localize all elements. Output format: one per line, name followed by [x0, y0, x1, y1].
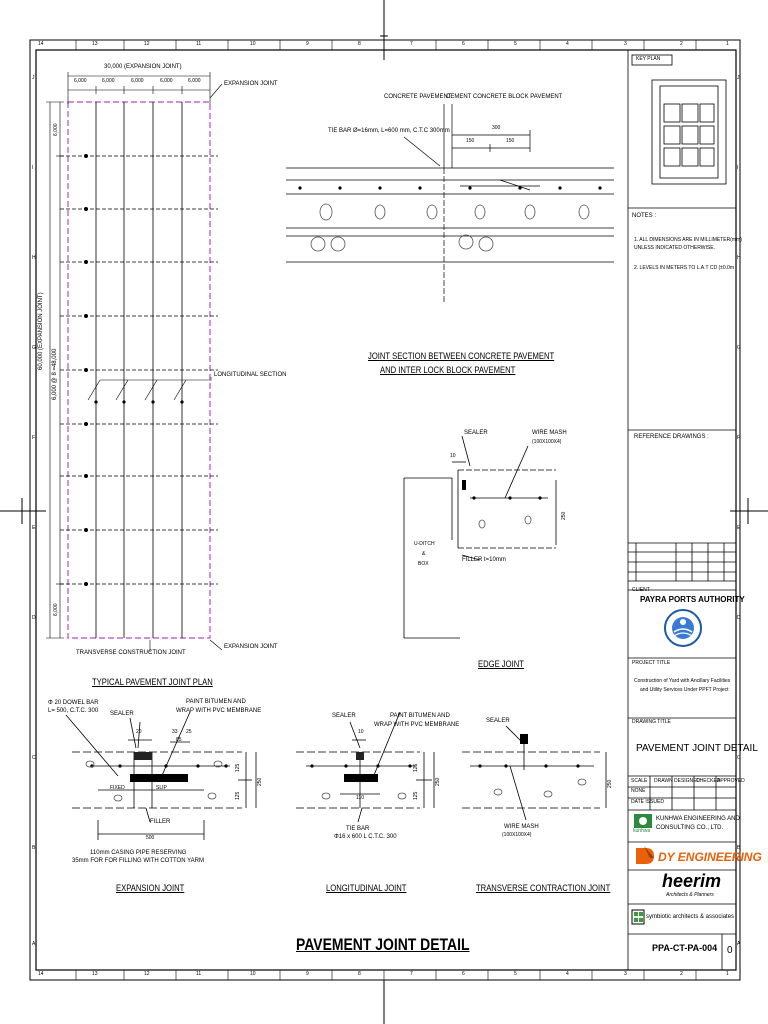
- long-tie-bar-1: TIE BAR: [346, 826, 370, 832]
- row-letter: H: [32, 255, 36, 261]
- side-dim-text: 60,000 (EXPANSION JOINT): [38, 292, 44, 370]
- col-number: 1: [726, 41, 729, 47]
- row-letter: I: [737, 165, 739, 171]
- transverse-joint-figure: [462, 726, 606, 820]
- row-letter: G: [32, 345, 36, 351]
- section-dim-150b: 150: [506, 138, 515, 144]
- col-number: 4: [566, 41, 569, 47]
- col-number: 11: [196, 971, 202, 977]
- row-letter: E: [737, 525, 741, 531]
- exp-filler-label: FILLER: [150, 819, 171, 825]
- exp-paint-2: WRAP WITH PVC MEMBRANE: [176, 708, 262, 714]
- plan-title: TYPICAL PAVEMENT JOINT PLAN: [92, 677, 213, 687]
- edge-filler-label: FILLER t=10mm: [462, 557, 506, 563]
- section-dim-150a: 150: [466, 138, 475, 144]
- key-plan-label: KEY PLAN: [636, 56, 661, 62]
- note-2: 2. LEVELS IN METERS TO L.A.T CD (±0.0m: [634, 265, 734, 271]
- slip-label: SLIP: [156, 785, 167, 791]
- row-letter: J: [737, 75, 740, 81]
- kunhwa-name-1: KUNHWA ENGINEERING AND: [656, 816, 740, 822]
- long-paint-2: WRAP WITH PVC MEMBRANE: [374, 722, 460, 728]
- symbiotic-name: symbiotic architects & associates: [646, 914, 735, 920]
- note-1a: 1. ALL DIMENSIONS ARE IN MILLIMETER(mm): [634, 237, 742, 243]
- long-dim-125b-text: 125: [413, 791, 419, 800]
- edge-joint-figure: [404, 436, 556, 638]
- row-letter: I: [32, 165, 34, 171]
- expansion-joint-label-bottom: EXPANSION JOINT: [224, 644, 278, 650]
- row-letter: C: [32, 755, 36, 761]
- plan-sub-dim: 6,000: [160, 78, 173, 84]
- col-number: 2: [680, 41, 683, 47]
- date-issued-label: DATE ISSUED: [631, 799, 664, 805]
- exp-dim-85: 85: [176, 737, 182, 743]
- row-letter: A: [32, 941, 36, 947]
- col-number: 14: [38, 971, 44, 977]
- drawing-number: PPA-CT-PA-004: [652, 943, 718, 953]
- row-letter: H: [737, 255, 741, 261]
- payra-ports-seal: [665, 610, 701, 646]
- expansion-joint-title: EXPANSION JOINT: [116, 883, 185, 893]
- joint-section-figure: [286, 104, 614, 304]
- trans-dim-250: [608, 780, 613, 788]
- row-letter: C: [737, 755, 741, 761]
- expansion-sealer-label: SEALER: [110, 711, 134, 717]
- col-number: 5: [514, 971, 517, 977]
- fixed-label: FIXED: [110, 785, 125, 791]
- edge-dim-10: 10: [450, 453, 456, 459]
- plan-side-top: [54, 123, 59, 136]
- uditch-line3: BOX: [418, 561, 429, 567]
- exp-dim-250-text: 250: [257, 777, 263, 786]
- symbiotic-logo: [632, 910, 644, 924]
- row-letter: E: [32, 525, 36, 531]
- exp-dim-33: 33: [172, 729, 178, 735]
- col-number: 7: [410, 971, 413, 977]
- tie-bar-label: TIE BAR Ø=16mm, L=600 mm, C.T.C 300mm: [328, 128, 450, 134]
- long-tie-bar-2: Φ16 x 600 L C.T.C. 300: [334, 834, 397, 840]
- kunhwa-name-2: CONSULTING CO., LTD.: [656, 825, 724, 831]
- edge-joint-title: EDGE JOINT: [478, 659, 524, 669]
- drawn-label: DRAWN: [654, 778, 673, 784]
- drawing-title-label: DRAWING TITLE: [632, 719, 671, 725]
- plan-side-dimension-inner: [52, 349, 58, 400]
- block-pavement-label: CEMENT CONCRETE BLOCK PAVEMENT: [446, 94, 563, 100]
- drawing-title: PAVEMENT JOINT DETAIL: [636, 743, 758, 754]
- plan-sub-dim: 6,000: [131, 78, 144, 84]
- edge-sealer-label: SEALER: [464, 430, 488, 436]
- transverse-construction-label: TRANSVERSE CONSTRUCTION JOINT: [76, 650, 186, 656]
- plan-sub-dim: 6,000: [102, 78, 115, 84]
- row-letter: D: [32, 615, 36, 621]
- dy-logo: [636, 846, 654, 864]
- col-number: 1: [726, 971, 729, 977]
- dowel-bar-label-1: Φ 20 DOWEL BAR: [48, 700, 99, 706]
- section-title-line1: JOINT SECTION BETWEEN CONCRETE PAVEMENT: [368, 351, 555, 361]
- exp-dim-250: [258, 778, 263, 786]
- plan-sub-dim: 6,000: [74, 78, 87, 84]
- approved-label: APPROVED: [717, 778, 745, 784]
- pipe-label-2: 35mm FOR FOR FILLING WITH COTTON YARM: [72, 858, 205, 864]
- exp-dim-125b-text: 125: [235, 791, 241, 800]
- long-dim-250: [436, 778, 441, 786]
- scale-label: SCALE: [631, 778, 648, 784]
- col-number: 6: [462, 971, 465, 977]
- row-letter: F: [32, 435, 36, 441]
- exp-dim-125a: [236, 764, 241, 772]
- col-number: 10: [250, 971, 256, 977]
- col-number: 9: [306, 41, 309, 47]
- note-1b: UNLESS INDICATED OTHERWISE.: [634, 245, 715, 251]
- edge-dim-250-text: 250: [561, 511, 567, 520]
- scale-value: NONE: [631, 788, 646, 794]
- edge-wire-mash-label: WIRE MASH: [532, 430, 567, 436]
- long-dim-110: 110: [356, 795, 364, 801]
- long-dim-10: 10: [358, 729, 364, 735]
- exp-dim-125a-text: 125: [235, 763, 241, 772]
- reference-drawings-title: REFERENCE DRAWINGS :: [634, 434, 709, 440]
- checked-label: CHECKED: [696, 778, 721, 784]
- col-number: 12: [144, 971, 150, 977]
- long-dim-250-text: 250: [435, 777, 441, 786]
- long-dim-125a: [414, 764, 419, 772]
- col-number: 13: [92, 971, 98, 977]
- exp-dim-500: 500: [146, 835, 155, 841]
- side-dim-inner-text: 6,000 @ 8 =48,000: [52, 348, 58, 400]
- plan-top-dimension: 30,000 (EXPANSION JOINT): [104, 64, 182, 70]
- trans-wire-mash: WIRE MASH: [504, 824, 539, 830]
- col-number: 12: [144, 41, 150, 47]
- col-number: 3: [624, 971, 627, 977]
- uditch-line1: U-DITCH: [414, 541, 435, 547]
- heerim-sub: Architects & Planners: [666, 892, 714, 898]
- row-letter: B: [32, 845, 36, 851]
- long-sealer-label: SEALER: [332, 713, 356, 719]
- main-title: PAVEMENT JOINT DETAIL: [296, 935, 470, 954]
- trans-wire-spec: (100X100X4): [502, 832, 532, 838]
- concrete-pavement-label: CONCRETE PAVEMENT: [384, 94, 452, 100]
- project-line1: Construction of Yard with Ancillary Facilities: [634, 678, 731, 684]
- client-name: PAYRA PORTS AUTHORITY: [640, 595, 745, 604]
- edge-dim-250: [562, 512, 567, 520]
- plan-side-dimension: [38, 292, 44, 370]
- exp-dim-25: 25: [186, 729, 192, 735]
- exp-paint-1: PAINT BITUMEN AND: [186, 699, 246, 705]
- col-number: 3: [624, 41, 627, 47]
- long-paint-1: PAINT BITUMEN AND: [390, 713, 450, 719]
- section-dim-300: 300: [492, 125, 501, 131]
- exp-dim-20: 20: [136, 729, 142, 735]
- row-letter: B: [737, 845, 741, 851]
- row-letter: G: [737, 345, 741, 351]
- client-label: CLIENT: [632, 587, 650, 593]
- col-number: 10: [250, 41, 256, 47]
- kunhwa-logo: [634, 814, 652, 828]
- section-title-line2: AND INTER LOCK BLOCK PAVEMENT: [380, 365, 516, 375]
- col-number: 2: [680, 971, 683, 977]
- trans-dim-250-text: 250: [607, 779, 613, 788]
- row-letter: F: [737, 435, 741, 441]
- long-dim-125a-text: 125: [413, 763, 419, 772]
- col-number: 5: [514, 41, 517, 47]
- edge-wire-spec: (100X100X4): [532, 439, 562, 445]
- long-dim-125b: [414, 792, 419, 800]
- project-line2: and Utility Services Under PPFT Project: [640, 687, 729, 693]
- exp-dim-125b: [236, 792, 241, 800]
- designed-label: DESIGNED: [674, 778, 701, 784]
- col-number: 13: [92, 41, 98, 47]
- side-bottom-text: 6,000: [53, 603, 59, 616]
- pavement-plan-grid: [46, 72, 222, 652]
- plan-sub-dim: 6,000: [188, 78, 201, 84]
- dy-engineering: DY ENGINEERING: [658, 850, 762, 864]
- plan-side-bottom: [54, 603, 59, 616]
- col-number: 8: [358, 41, 361, 47]
- project-label: PROJECT TITLE: [632, 660, 671, 666]
- row-letter: A: [737, 941, 741, 947]
- uditch-line2: &: [422, 551, 426, 557]
- col-number: 4: [566, 971, 569, 977]
- heerim-logo: heerim: [662, 871, 722, 891]
- revision-number: 0: [727, 945, 733, 956]
- transverse-joint-title: TRANSVERSE CONTRACTION JOINT: [476, 883, 611, 893]
- col-number: 14: [38, 41, 44, 47]
- notes-title: NOTES :: [632, 213, 657, 219]
- row-letter: D: [737, 615, 741, 621]
- row-letter: J: [32, 75, 35, 81]
- trans-sealer-label: SEALER: [486, 718, 510, 724]
- expansion-joint-label-top: EXPANSION JOINT: [224, 81, 278, 87]
- side-top-text: 6,000: [53, 123, 59, 136]
- dowel-bar-label-2: L= 500, C.T.C. 300: [48, 708, 99, 714]
- col-number: 7: [410, 41, 413, 47]
- longitudinal-joint-title: LONGITUDINAL JOINT: [326, 883, 407, 893]
- col-number: 11: [196, 41, 202, 47]
- col-number: 6: [462, 41, 465, 47]
- kunhwa-logo-text: kunhwa: [633, 828, 651, 834]
- pipe-label-1: 110mm CASING PIPE RESERVING: [90, 850, 187, 856]
- longitudinal-section-label: LONGITUDINAL SECTION: [214, 372, 287, 378]
- col-number: 8: [358, 971, 361, 977]
- col-number: 9: [306, 971, 309, 977]
